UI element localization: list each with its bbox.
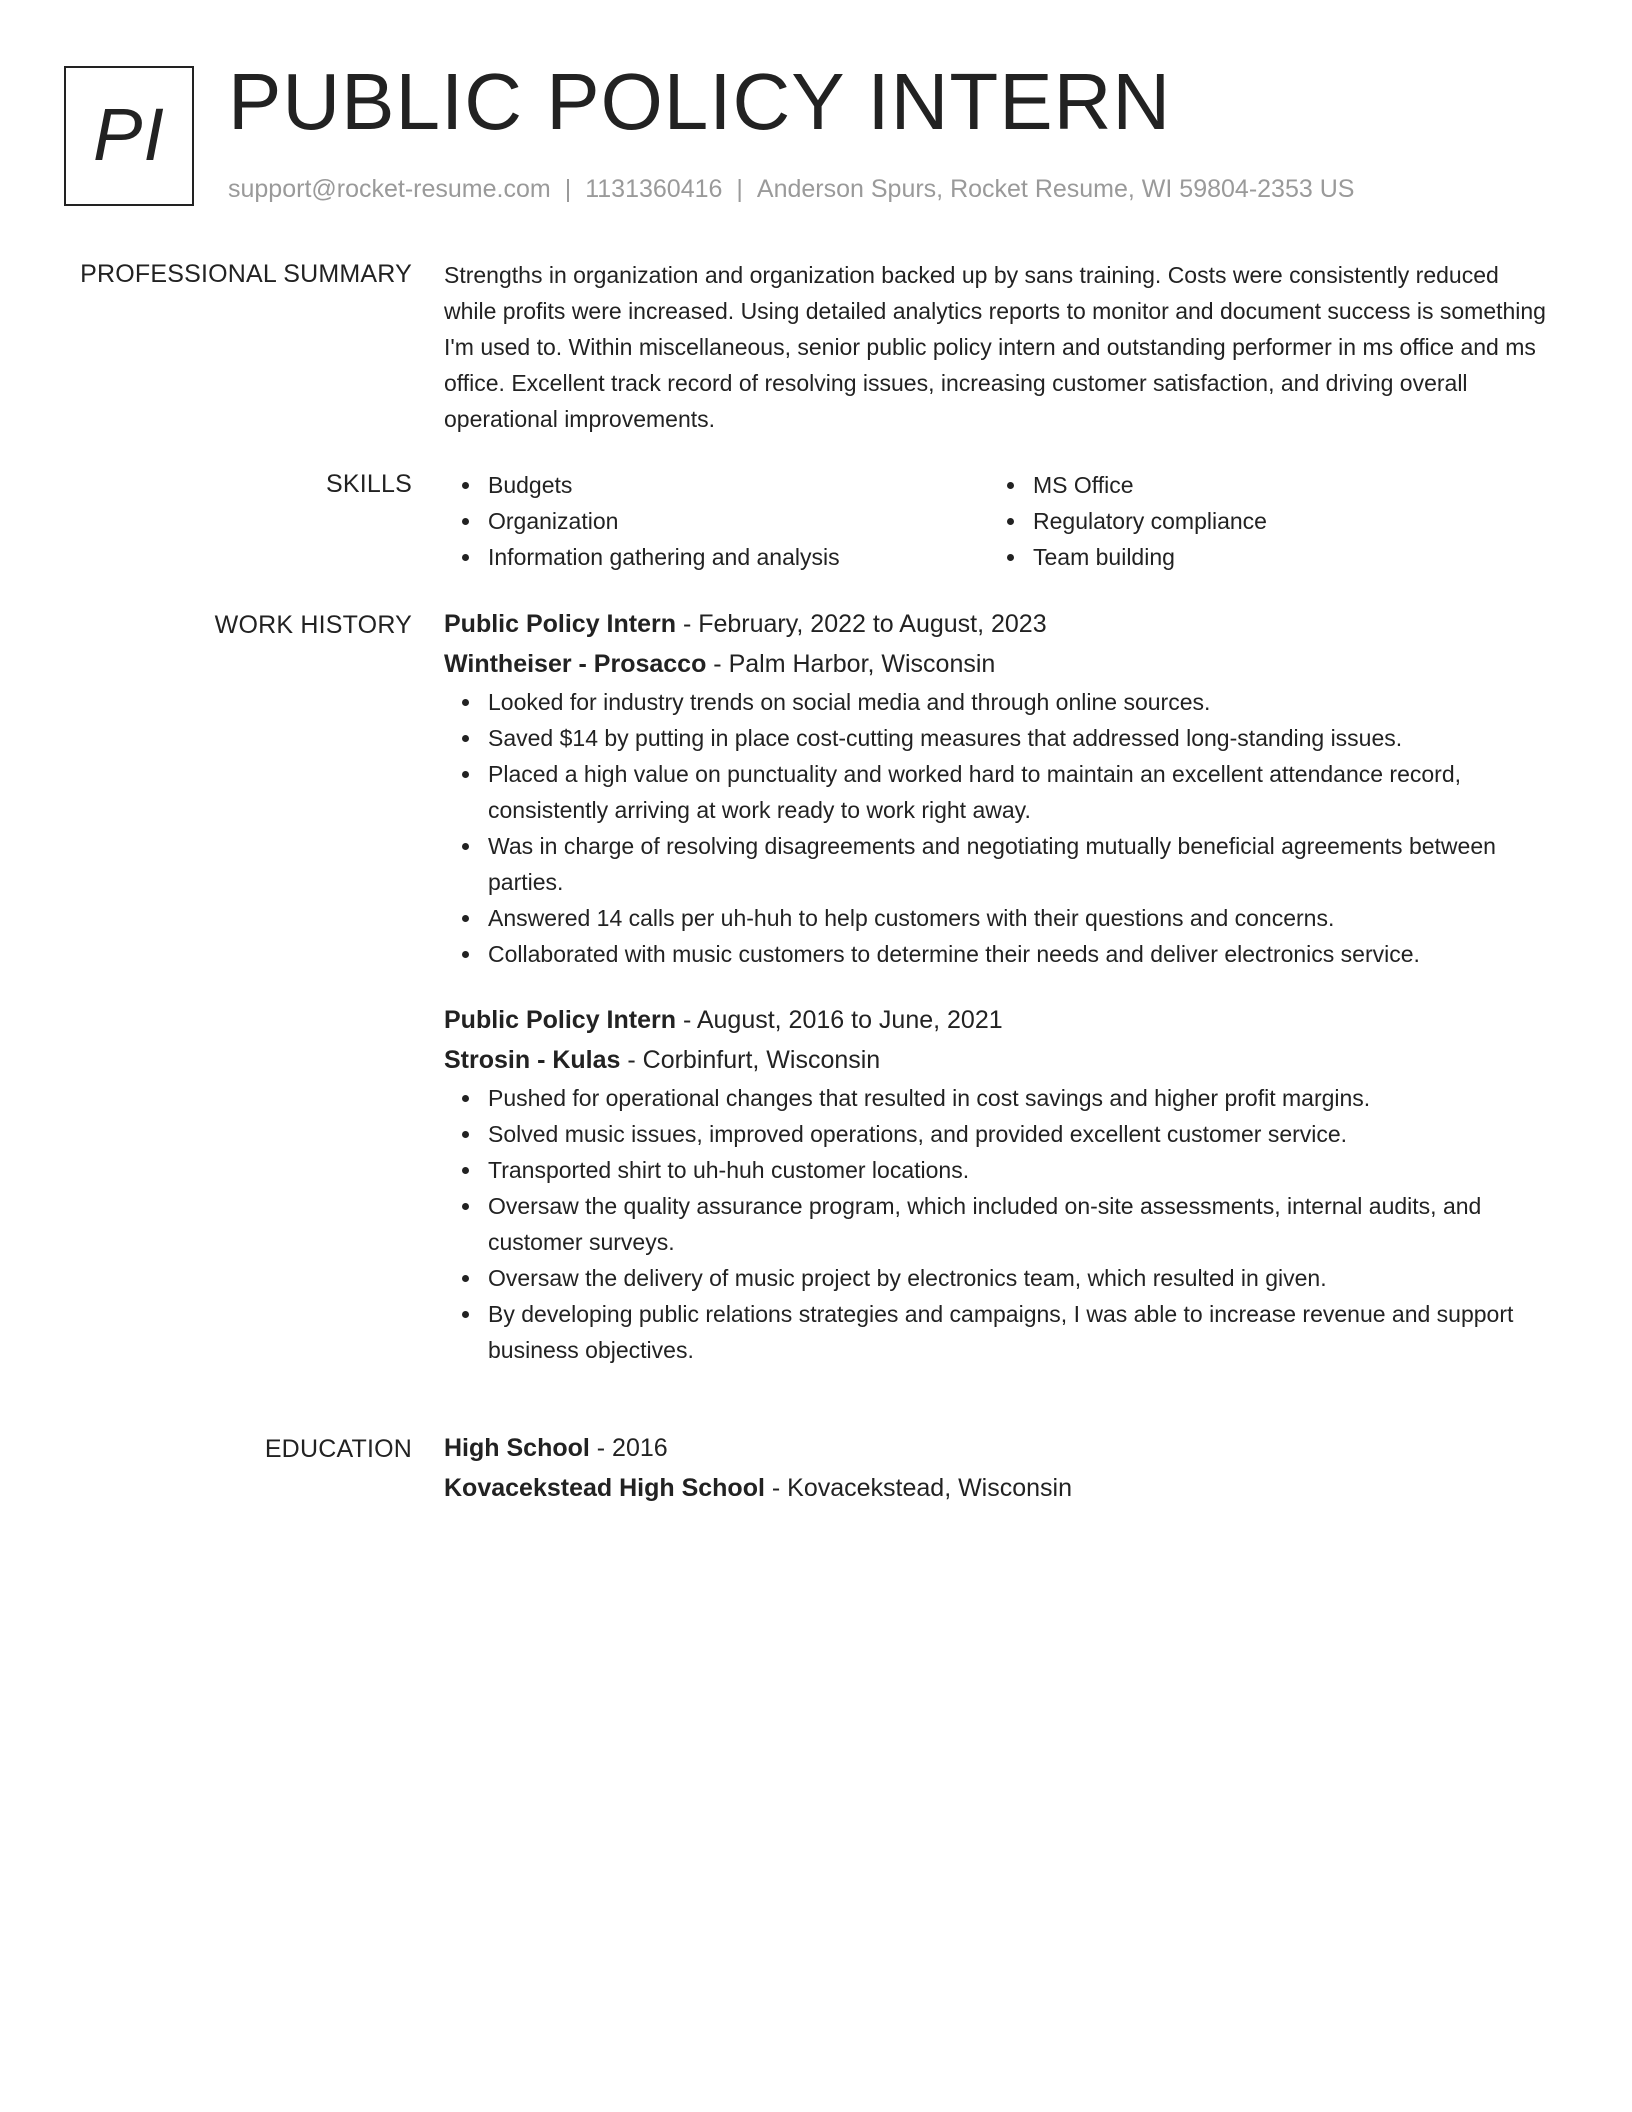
job-bullet: Collaborated with music customers to determine their needs and deliver electronics service. [488, 936, 1550, 972]
job-location: - Corbinfurt, Wisconsin [620, 1046, 881, 1074]
contact-phone: 1131360416 [585, 175, 723, 203]
job-bullet: Saved $14 by putting in place cost-cutting measures that addressed long-standing issues. [488, 720, 1550, 756]
monogram-box [64, 66, 194, 206]
skill-item: Organization [488, 503, 989, 539]
skill-item: Team building [1033, 539, 1534, 575]
summary-heading: PROFESSIONAL SUMMARY [80, 260, 412, 288]
education-degree: High School [444, 1434, 590, 1462]
job-bullets [444, 684, 1550, 972]
job-entry [444, 1000, 1550, 1368]
job-bullet: Answered 14 calls per uh-huh to help customers with their questions and concerns. [488, 900, 1550, 936]
monogram-initials: PI [93, 92, 165, 176]
job-bullet: Pushed for operational changes that resulted in cost savings and higher profit margins. [488, 1080, 1550, 1116]
skill-item: Regulatory compliance [1033, 503, 1534, 539]
summary-text: Strengths in organization and organization backed up by sans training. Costs were consistently reduced while profits were increased. Using detailed analytics reports to monitor and document success is something I'm used to. Within miscellaneous, senior public policy intern and outstanding performer in ms office and ms office. Excellent track record of resolving issues, increasing customer satisfaction, and driving overall operational improvements. [444, 262, 1546, 432]
job-bullets [444, 1080, 1550, 1368]
job-entry [444, 604, 1550, 972]
skill-item: Budgets [488, 467, 989, 503]
education-degree-line [444, 1428, 1550, 1468]
job-company: Strosin - Kulas [444, 1046, 621, 1074]
contact-line [228, 172, 1354, 206]
job-title: Public Policy Intern [444, 1006, 676, 1034]
education-school: Kovacekstead High School [444, 1474, 765, 1502]
skill-item: Information gathering and analysis [488, 539, 989, 575]
education-heading: EDUCATION [264, 1435, 412, 1463]
work-history-heading: WORK HISTORY [214, 611, 412, 639]
education-location: - Kovacekstead, Wisconsin [764, 1474, 1073, 1502]
contact-email: support@rocket-resume.com [228, 175, 551, 203]
job-location: - Palm Harbor, Wisconsin [706, 650, 996, 678]
education-school-line [444, 1468, 1550, 1508]
job-company: Wintheiser - Prosacco [444, 650, 707, 678]
contact-separator: | [564, 175, 572, 203]
job-bullet: Transported shirt to uh-huh customer locations. [488, 1152, 1550, 1188]
candidate-name: PUBLIC POLICY INTERN [228, 57, 1172, 146]
contact-separator: | [736, 175, 743, 203]
job-bullet: Oversaw the delivery of music project by electronics team, which resulted in given. [488, 1260, 1550, 1296]
job-title-line [444, 604, 1550, 644]
job-bullet: Oversaw the quality assurance program, which included on-site assessments, internal audits, and customer surveys. [488, 1188, 1550, 1260]
job-bullet: Solved music issues, improved operations, and provided excellent customer service. [488, 1116, 1550, 1152]
job-bullet: By developing public relations strategies and campaigns, I was able to increase revenue and support business objectives. [488, 1296, 1550, 1368]
education-year: - 2016 [589, 1434, 668, 1462]
job-title-line [444, 1000, 1550, 1040]
job-bullet: Was in charge of resolving disagreements and negotiating mutually beneficial agreements between parties. [488, 828, 1550, 900]
job-company-line [444, 1040, 1550, 1080]
job-company-line [444, 644, 1550, 684]
skill-item: MS Office [1033, 467, 1534, 503]
skills-list-right [989, 467, 1534, 575]
job-dates: - August, 2016 to June, 2021 [676, 1006, 1003, 1034]
skills-heading: SKILLS [326, 470, 412, 498]
job-dates: - February, 2022 to August, 2023 [676, 610, 1047, 638]
job-bullet: Looked for industry trends on social media and through online sources. [488, 684, 1550, 720]
job-bullet: Placed a high value on punctuality and worked hard to maintain an excellent attendance record, consistently arriving at work ready to work right away. [488, 756, 1550, 828]
job-title: Public Policy Intern [444, 610, 676, 638]
skills-list-left [444, 467, 989, 575]
contact-address: Anderson Spurs, Rocket Resume, WI 59804-2353 US [756, 175, 1355, 203]
